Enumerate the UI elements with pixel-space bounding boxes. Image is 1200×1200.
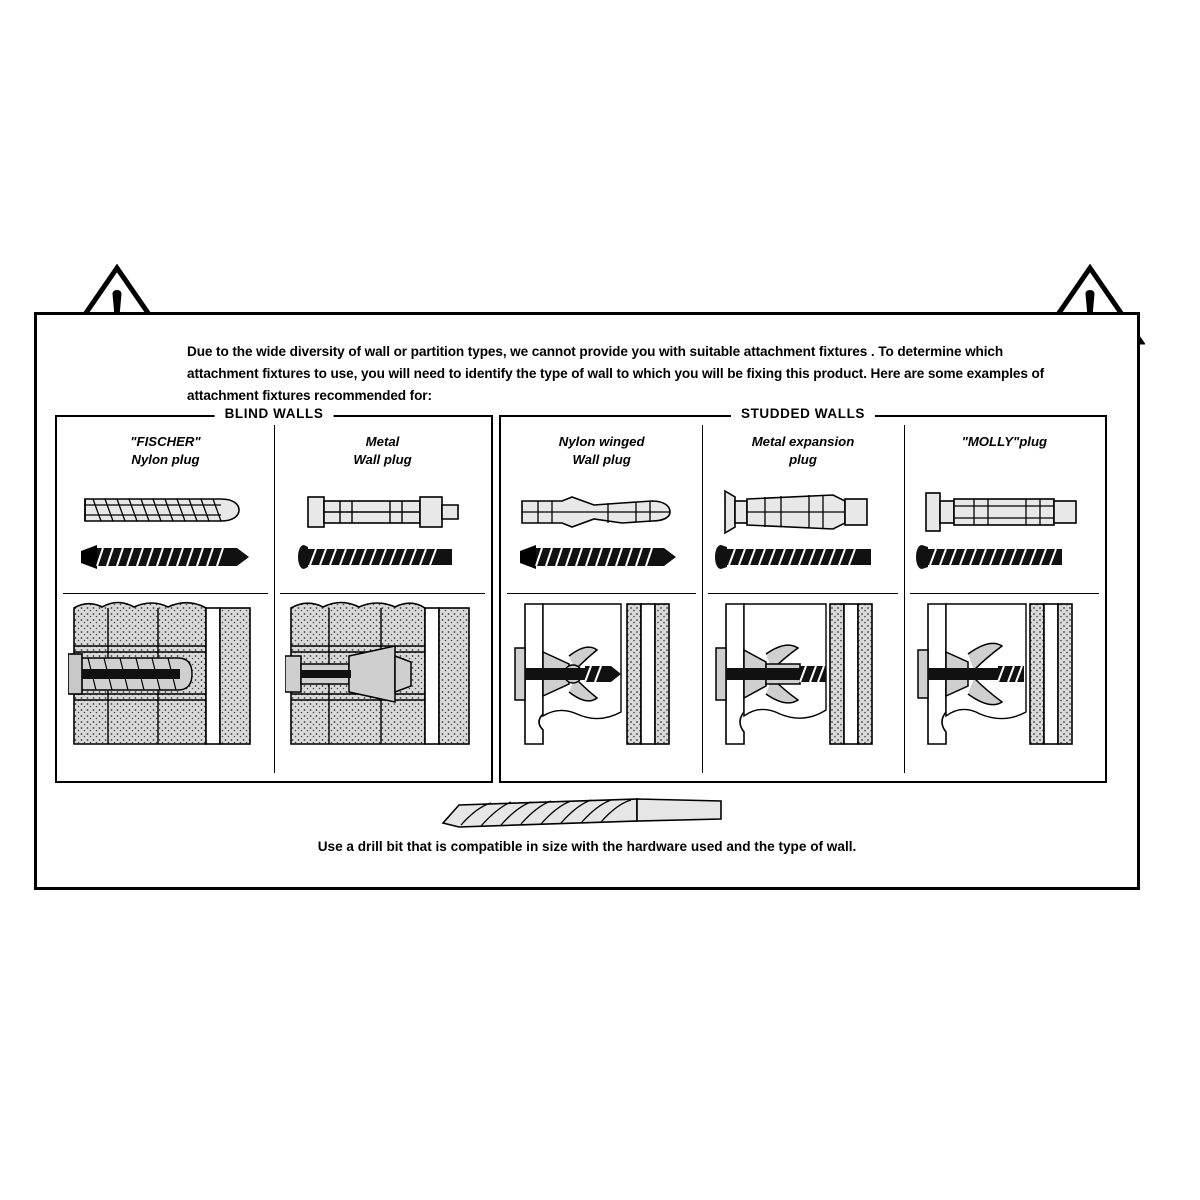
- wall-section-fischer-nylon-plug: [63, 593, 268, 781]
- parts-metal-wall-plug: [274, 475, 491, 593]
- group-blind-walls: [55, 406, 493, 783]
- label-line-2: plug: [789, 451, 817, 467]
- group-title-studded-walls: STUDDED WALLS: [731, 406, 875, 421]
- blind-wall-cutaway-icon: [285, 594, 480, 754]
- studded-wall-cutaway-icon: [710, 594, 895, 754]
- wall-section-metal-expansion-plug: [708, 593, 897, 781]
- column-molly-plug: [904, 417, 1105, 781]
- label-line-1: "FISCHER": [130, 434, 201, 449]
- parts-molly-plug: [904, 475, 1105, 593]
- label-line-2: Nylon plug: [131, 451, 200, 467]
- label-line-2: Wall plug: [572, 451, 631, 467]
- column-label-nylon-winged-wall-plug: [501, 433, 702, 475]
- parts-metal-expansion-plug: [702, 475, 903, 593]
- column-label-fischer-nylon-plug: [57, 433, 274, 475]
- nylon-plug-and-screw-icon: [71, 475, 261, 585]
- column-nylon-winged-wall-plug: [501, 417, 702, 781]
- studded-wall-cutaway-icon: [509, 594, 694, 754]
- label-line-1: Metal expansion: [751, 434, 855, 449]
- column-metal-expansion-plug: [702, 417, 903, 781]
- wall-section-metal-wall-plug: [280, 593, 485, 781]
- label-line-2: Wall plug: [353, 451, 412, 467]
- metal-expansion-plug-and-screw-icon: [713, 475, 893, 585]
- parts-fischer-nylon-plug: [57, 475, 274, 593]
- column-fischer-nylon-plug: [57, 417, 274, 781]
- drill-caption: Use a drill bit that is compatible in size with the hardware used and the type of wall.: [317, 839, 857, 854]
- parts-nylon-winged-wall-plug: [501, 475, 702, 593]
- molly-plug-and-screw-icon: [914, 475, 1094, 585]
- metal-wall-plug-and-screw-icon: [290, 475, 475, 585]
- group-title-blind-walls: BLIND WALLS: [215, 406, 334, 421]
- blind-wall-cutaway-icon: [68, 594, 263, 754]
- drill-bit-section: [37, 791, 1137, 854]
- label-line-1: Nylon winged: [558, 434, 645, 449]
- label-line-1: Metal: [365, 434, 400, 449]
- column-metal-wall-plug: [274, 417, 491, 781]
- diagram-frame: [34, 312, 1140, 890]
- group-studded-walls: [499, 406, 1107, 783]
- studded-wall-cutaway-icon: [912, 594, 1097, 754]
- drill-bit-icon: [437, 791, 737, 833]
- column-label-molly-plug: [904, 433, 1105, 475]
- column-label-metal-wall-plug: [274, 433, 491, 475]
- intro-paragraph: Due to the wide diversity of wall or partition types, we cannot provide you with suitable attachment fixtures . To determine which attachment fixtures to use, you will need to identify the type of wall to which you will be fixing this product. Here are some examples of attachment fixtures recommended for:: [187, 343, 1045, 404]
- wall-section-molly-plug: [910, 593, 1099, 781]
- column-label-metal-expansion-plug: [702, 433, 903, 475]
- nylon-winged-plug-and-screw-icon: [512, 475, 692, 585]
- wall-section-nylon-winged-wall-plug: [507, 593, 696, 781]
- label-line-1: "MOLLY"plug: [961, 434, 1048, 449]
